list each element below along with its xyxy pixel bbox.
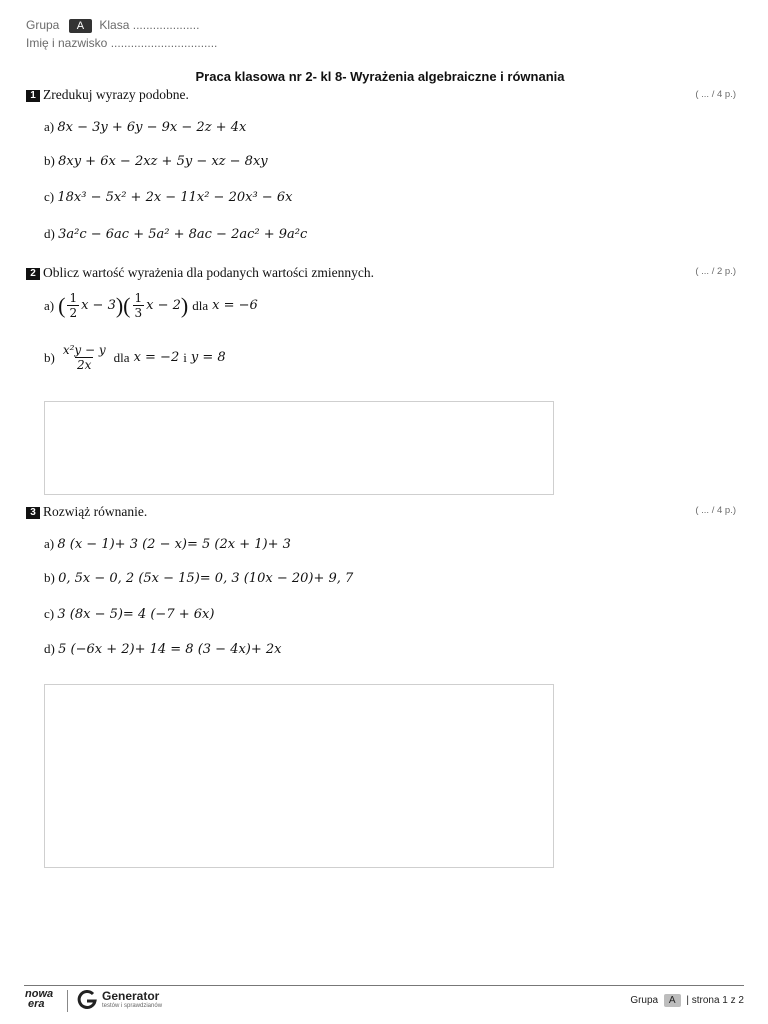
item-label: b) xyxy=(44,153,55,168)
logo-separator xyxy=(67,990,68,1012)
task-2-points: ( ... / 2 p.) xyxy=(695,266,736,277)
item-label: b) xyxy=(44,570,55,585)
item-expression: 8xy + 6x − 2xz + 5y − xz − 8xy xyxy=(58,154,268,169)
item-expression: 18x³ − 5x² + 2x − 11x² − 20x³ − 6x xyxy=(57,190,293,205)
group-label: Grupa xyxy=(26,18,60,32)
task-1-number: 1 xyxy=(26,90,40,102)
item-label: a) xyxy=(44,536,55,551)
item-label: a) xyxy=(44,119,55,134)
task-3-item-b xyxy=(44,570,353,586)
task-2-header xyxy=(26,265,374,281)
item-expression: 3 (8x − 5)= 4 (−7 + 6x) xyxy=(57,607,215,622)
task-1-item-c xyxy=(44,189,292,205)
item-label: b) xyxy=(44,349,55,365)
task-3-prompt: Rozwiąż równanie. xyxy=(43,504,148,519)
task-2-number: 2 xyxy=(26,268,40,280)
task-3-points: ( ... / 4 p.) xyxy=(695,505,736,516)
item-expression: 8x − 3y + 6y − 9x − 2z + 4x xyxy=(57,120,247,135)
task-1-item-d xyxy=(44,226,307,242)
item-label: d) xyxy=(44,641,55,656)
task-1-header xyxy=(26,87,189,103)
answer-box-task-2[interactable] xyxy=(44,401,554,495)
task-3-header xyxy=(26,504,147,520)
class-label: Klasa .................... xyxy=(99,18,200,32)
task-1-item-b xyxy=(44,153,268,169)
item-label: c) xyxy=(44,606,55,621)
answer-box-task-3[interactable] xyxy=(44,684,554,868)
item-expression: 3a²c − 6ac + 5a² + 8ac − 2ac² + 9a²c xyxy=(58,227,308,242)
task-3-item-a xyxy=(44,536,291,552)
generator-g-icon xyxy=(76,989,98,1011)
generator-logo: Generator testów i sprawdzianów xyxy=(76,989,162,1011)
fraction: $\frac{\text{x²y − y}}{2x}$ xyxy=(62,343,106,372)
group-badge: A xyxy=(69,19,92,33)
item-label: d) xyxy=(44,226,55,241)
fraction: $\frac{1}{3}$ xyxy=(134,291,143,320)
item-label: c) xyxy=(44,189,55,204)
item-expression: 0, 5x − 0, 2 (5x − 15)= 0, 3 (10x − 20)+ 9, 7 xyxy=(58,571,354,586)
footer-page-info xyxy=(630,994,744,1007)
item-expression: 5 (−6x + 2)+ 14 = 8 (3 − 4x)+ 2x xyxy=(58,642,282,657)
task-1-prompt: Zredukuj wyrazy podobne. xyxy=(43,87,189,102)
fraction: $\frac{1}{2}$ xyxy=(69,291,78,320)
task-3-item-c xyxy=(44,606,214,622)
nowa-era-logo: nowa era xyxy=(25,988,54,1010)
item-expression: 8 (x − 1)+ 3 (2 − x)= 5 (2x + 1)+ 3 xyxy=(57,537,291,552)
task-2-item-b: b) $\frac{\text{x²y − y}}{2x}$ dla x = −2 i y = 8 xyxy=(44,343,226,372)
footer-group-badge: A xyxy=(664,994,681,1007)
name-field: Imię i nazwisko ................................ xyxy=(26,36,218,50)
task-2-item-a: a) ( $\frac{1}{2}$ x − 3 ) ( $\frac{1}{3}$ x − 2 ) dla x = −6 xyxy=(44,291,258,320)
task-1-item-a xyxy=(44,119,246,135)
task-2-prompt: Oblicz wartość wyrażenia dla podanych wartości zmiennych. xyxy=(43,265,374,280)
footer-group-label: Grupa xyxy=(630,995,659,1006)
page-number: | strona 1 z 2 xyxy=(686,995,744,1006)
task-3-item-d xyxy=(44,641,282,657)
page-title: Praca klasowa nr 2- kl 8- Wyrażenia algebraiczne i równania xyxy=(195,69,565,84)
item-label: a) xyxy=(44,297,55,313)
footer-divider xyxy=(24,985,744,986)
task-3-number: 3 xyxy=(26,507,40,519)
task-1-points: ( ... / 4 p.) xyxy=(695,89,736,100)
group-field xyxy=(26,18,199,33)
